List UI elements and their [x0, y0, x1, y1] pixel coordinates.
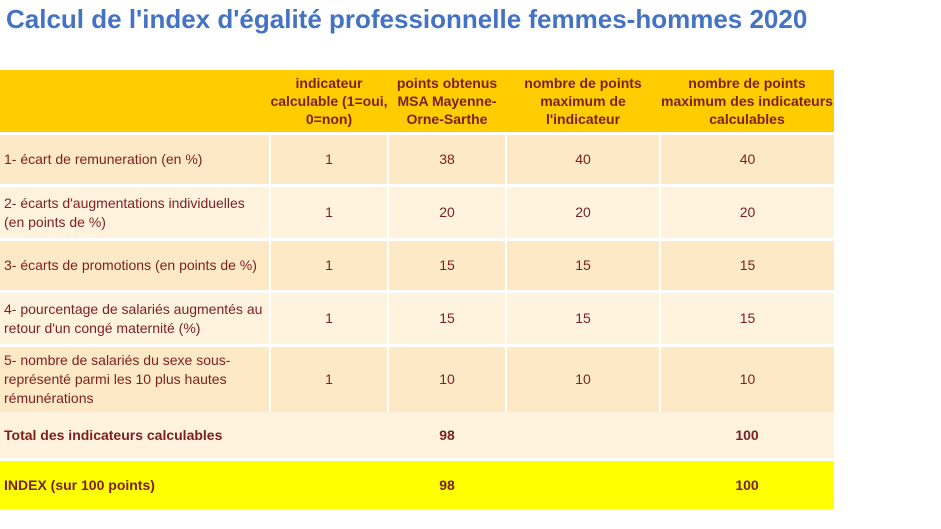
index-calculable: [270, 459, 388, 509]
row-calculable: 1: [270, 346, 388, 412]
row-points: 15: [388, 240, 506, 292]
row-max: 15: [506, 292, 660, 346]
total-row: [0, 412, 834, 460]
row-max-calculable: 40: [660, 134, 834, 186]
total-max: [506, 412, 660, 460]
total-calculable: [270, 412, 388, 460]
header-cell-label: [0, 70, 270, 134]
index-table: [0, 70, 834, 509]
row-max: 40: [506, 134, 660, 186]
row-points: 38: [388, 134, 506, 186]
row-calculable: 1: [270, 186, 388, 240]
header-cell-max-calculable: nombre de points maximum des indicateurs calculables: [660, 70, 834, 134]
row-max-calculable: 20: [660, 186, 834, 240]
row-label: 2- écarts d'augmentations individuelles (en points de %): [0, 186, 270, 240]
row-calculable: 1: [270, 240, 388, 292]
row-max: 20: [506, 186, 660, 240]
row-label: 3- écarts de promotions (en points de %): [0, 240, 270, 292]
row-points: 20: [388, 186, 506, 240]
row-max-calculable: 15: [660, 292, 834, 346]
row-label: 1- écart de remuneration (en %): [0, 134, 270, 186]
header-row: [0, 70, 834, 134]
table-row: [0, 240, 834, 292]
table-row: [0, 134, 834, 186]
table-row: [0, 186, 834, 240]
table-row: [0, 346, 834, 412]
header-cell-calculable: indicateur calculable (1=oui, 0=non): [270, 70, 388, 134]
index-max: [506, 459, 660, 509]
row-points: 10: [388, 346, 506, 412]
header-cell-points: points obtenus MSA Mayenne-Orne-Sarthe: [388, 70, 506, 134]
row-points: 15: [388, 292, 506, 346]
row-max-calculable: 10: [660, 346, 834, 412]
row-max: 10: [506, 346, 660, 412]
total-points: 98: [388, 412, 506, 460]
total-label: Total des indicateurs calculables: [0, 412, 270, 460]
row-label: 4- pourcentage de salariés augmentés au retour d'un congé maternité (%): [0, 292, 270, 346]
table-row: [0, 292, 834, 346]
index-max-calculable: 100: [660, 459, 834, 509]
row-label: 5- nombre de salariés du sexe sous-représenté parmi les 10 plus hautes rémunérations: [0, 346, 270, 412]
row-max: 15: [506, 240, 660, 292]
row-calculable: 1: [270, 292, 388, 346]
index-row: [0, 459, 834, 509]
index-label: INDEX (sur 100 points): [0, 459, 270, 509]
index-points: 98: [388, 459, 506, 509]
total-max-calculable: 100: [660, 412, 834, 460]
row-max-calculable: 15: [660, 240, 834, 292]
page-title: Calcul de l'index d'égalité professionnelle femmes-hommes 2020: [6, 4, 808, 34]
header-cell-max: nombre de points maximum de l'indicateur: [506, 70, 660, 134]
row-calculable: 1: [270, 134, 388, 186]
